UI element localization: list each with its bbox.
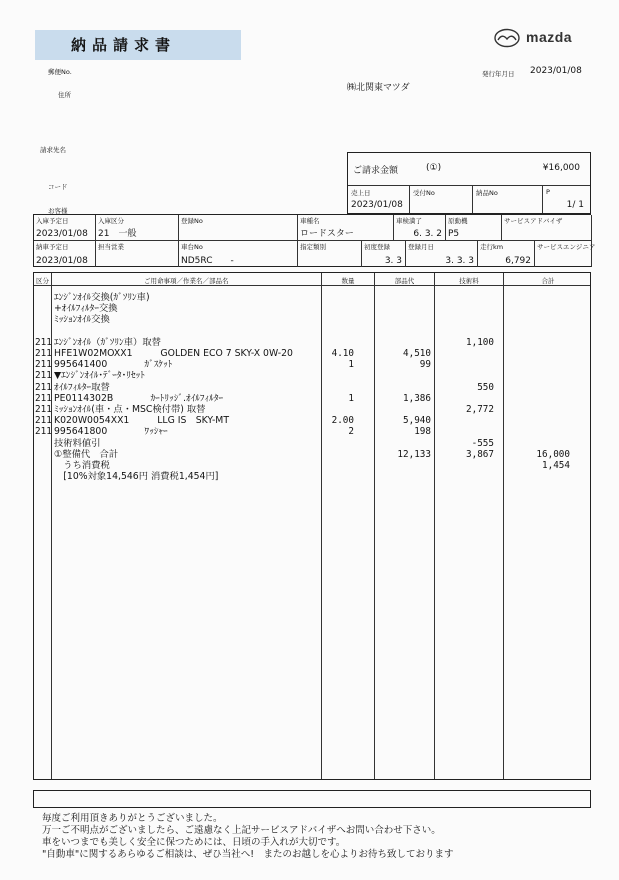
delivery-date-label: 納車予定日: [36, 243, 69, 251]
row-quantity: 4.10: [331, 348, 354, 359]
delivery-no-label: 納品No: [476, 189, 498, 197]
row-description: 技術料値引: [54, 437, 101, 449]
row-description: [10%対象14,546円 消費税1,454円]: [54, 471, 219, 483]
mileage: 6,792: [505, 256, 531, 266]
billing-amount: ¥16,000: [542, 163, 580, 173]
row-description: K020W0054XX1 LLG IS SKY-MT: [54, 415, 229, 427]
row-labor: 550: [477, 381, 494, 393]
entry-date: 2023/01/08: [36, 229, 88, 239]
row-description: HFE1W02MOXX1 GOLDEN ECO 7 SKY-X 0W-20: [54, 348, 293, 359]
header-parts: 部品代: [394, 277, 415, 285]
page-label: P: [546, 188, 550, 196]
memo-box: [33, 790, 591, 808]
row-category: 211: [35, 404, 52, 415]
row-parts: 5,940: [403, 415, 431, 427]
chassis-label: 車台No: [181, 243, 203, 251]
entry-date-label: 入庫予定日: [36, 217, 69, 225]
address-label: 住所: [58, 91, 71, 99]
row-description: 995641800 ﾜｯｼｬｰ: [54, 426, 168, 438]
engine-code: P5: [448, 229, 460, 239]
amount-marker: (①): [426, 163, 442, 173]
row-parts: 1,386: [403, 392, 431, 404]
mazda-logo: [493, 28, 595, 48]
row-description: ｴﾝｼﾞﾝｵｲﾙ交換(ｶﾞｿﾘﾝ車): [54, 292, 150, 303]
row-category: 211: [35, 370, 52, 382]
delivery-date: 2023/01/08: [36, 256, 88, 266]
car-name-label: 車種名: [300, 217, 320, 225]
billing-label: 請求先名: [40, 146, 66, 154]
row-labor: 1,100: [466, 336, 494, 348]
engineer-label: サービスエンジニア: [537, 243, 596, 251]
sales-date-label: 売上日: [351, 189, 371, 197]
row-description: うち消費税: [54, 460, 110, 471]
row-quantity: 1: [348, 392, 354, 404]
issue-date-label: 発行年月日: [482, 70, 515, 78]
row-parts: 4,510: [403, 348, 431, 359]
header-description: ご用命事項／作業名／部品名: [144, 277, 229, 285]
row-description: 995641400 ｶﾞｽｹｯﾄ: [54, 359, 173, 371]
row-description: PE0114302B ｶｰﾄﾘｯｼﾞ.ｵｲﾙﾌｨﾙﾀｰ: [54, 392, 224, 404]
sales-rep-label: 担当営業: [98, 243, 124, 251]
reg-no-label: 登録No: [181, 217, 203, 225]
row-description: ﾐｯｼｮﾝｵｲﾙ(車・点・MSC検付帯) 取替: [54, 404, 206, 415]
advisor-label: サービスアドバイザ: [504, 217, 563, 225]
header-total: 合計: [541, 277, 555, 285]
car-name: ロードスター: [300, 229, 354, 239]
category-label: 指定類別: [300, 243, 326, 251]
chassis-no: ND5RC -: [181, 256, 234, 266]
row-total: 1,454: [542, 460, 570, 471]
row-quantity: 2: [348, 426, 354, 438]
row-parts: 12,133: [397, 448, 431, 460]
footer-line-4: "自動車"に関するあらゆるご相談は、ぜひ当社へ! またのお越しを心よりお待ち致しております: [42, 849, 454, 860]
document-title: 納品請求書: [35, 30, 241, 60]
logo-text: mazda: [526, 29, 573, 45]
dealer-name: ㈱北関東マツダ: [347, 83, 410, 93]
entry-type-label: 入庫区分: [98, 217, 124, 225]
page-number: 1/ 1: [566, 200, 584, 210]
info-grid: [33, 214, 596, 267]
row-category: 211: [35, 359, 52, 371]
row-description: +ｵｲﾙﾌｨﾙﾀｰ交換: [54, 303, 118, 315]
entry-type: 21 一般: [98, 229, 137, 239]
mileage-label: 走行km: [480, 243, 504, 251]
code-label: コード: [48, 183, 68, 191]
header-category: 区分: [36, 277, 49, 285]
receipt-no-label: 受付No: [413, 189, 435, 197]
first-reg: 3. 3: [384, 256, 402, 266]
billing-box: [347, 152, 591, 214]
row-total: 16,000: [536, 448, 570, 460]
reg-month-label: 登録月日: [408, 243, 434, 251]
row-labor: 2,772: [466, 404, 494, 415]
row-description: ①整備代 合計: [54, 448, 119, 460]
row-category: 211: [35, 348, 52, 359]
issue-date: 2023/01/08: [530, 66, 582, 76]
row-description: ｵｲﾙﾌｨﾙﾀｰ取替: [54, 381, 110, 393]
customer-label: お客様: [48, 207, 68, 215]
row-category: 211: [35, 392, 52, 404]
row-labor: -555: [471, 437, 494, 449]
row-quantity: 2.00: [331, 415, 354, 427]
inspection-date: 6. 3. 2: [413, 229, 442, 239]
footer-line-2: 万一ご不明点がございましたら、ご遠慮なく上記サービスアドバイザへお問い合わせ下さい。: [42, 825, 441, 836]
row-category: 211: [35, 336, 52, 348]
engine-label: 原動機: [448, 217, 468, 225]
row-description: ｴﾝｼﾞﾝｵｲﾙ（ｶﾞｿﾘﾝ車）取替: [54, 336, 161, 348]
inspection-label: 車検満了: [396, 217, 422, 225]
sales-date: 2023/01/08: [351, 200, 403, 210]
footer-line-1: 毎度ご利用頂きありがとうございました。: [42, 813, 223, 824]
postal-label: 郵便No.: [48, 68, 72, 76]
row-category: 211: [35, 415, 52, 427]
row-parts: 99: [419, 359, 431, 371]
first-reg-label: 初度登録: [364, 243, 390, 251]
row-description: ▼ｴﾝｼﾞﾝｵｲﾙ･ﾃﾞｰﾀ･ﾘｾｯﾄ: [54, 370, 145, 382]
header-labor: 技術料: [459, 277, 479, 285]
header-quantity: 数量: [341, 277, 355, 285]
row-parts: 198: [414, 426, 431, 438]
row-labor: 3,867: [466, 448, 494, 460]
footer-line-3: 車をいつまでも美しく安全に保つためには、日頃の手入れが大切です。: [42, 837, 346, 848]
amount-label: ご請求金額: [353, 166, 399, 176]
row-description: ﾐｯｼｮﾝｵｲﾙ交換: [54, 314, 110, 326]
row-category: 211: [35, 381, 52, 393]
row-quantity: 1: [348, 359, 354, 371]
reg-month: 3. 3. 3: [445, 256, 474, 266]
row-category: 211: [35, 426, 52, 438]
